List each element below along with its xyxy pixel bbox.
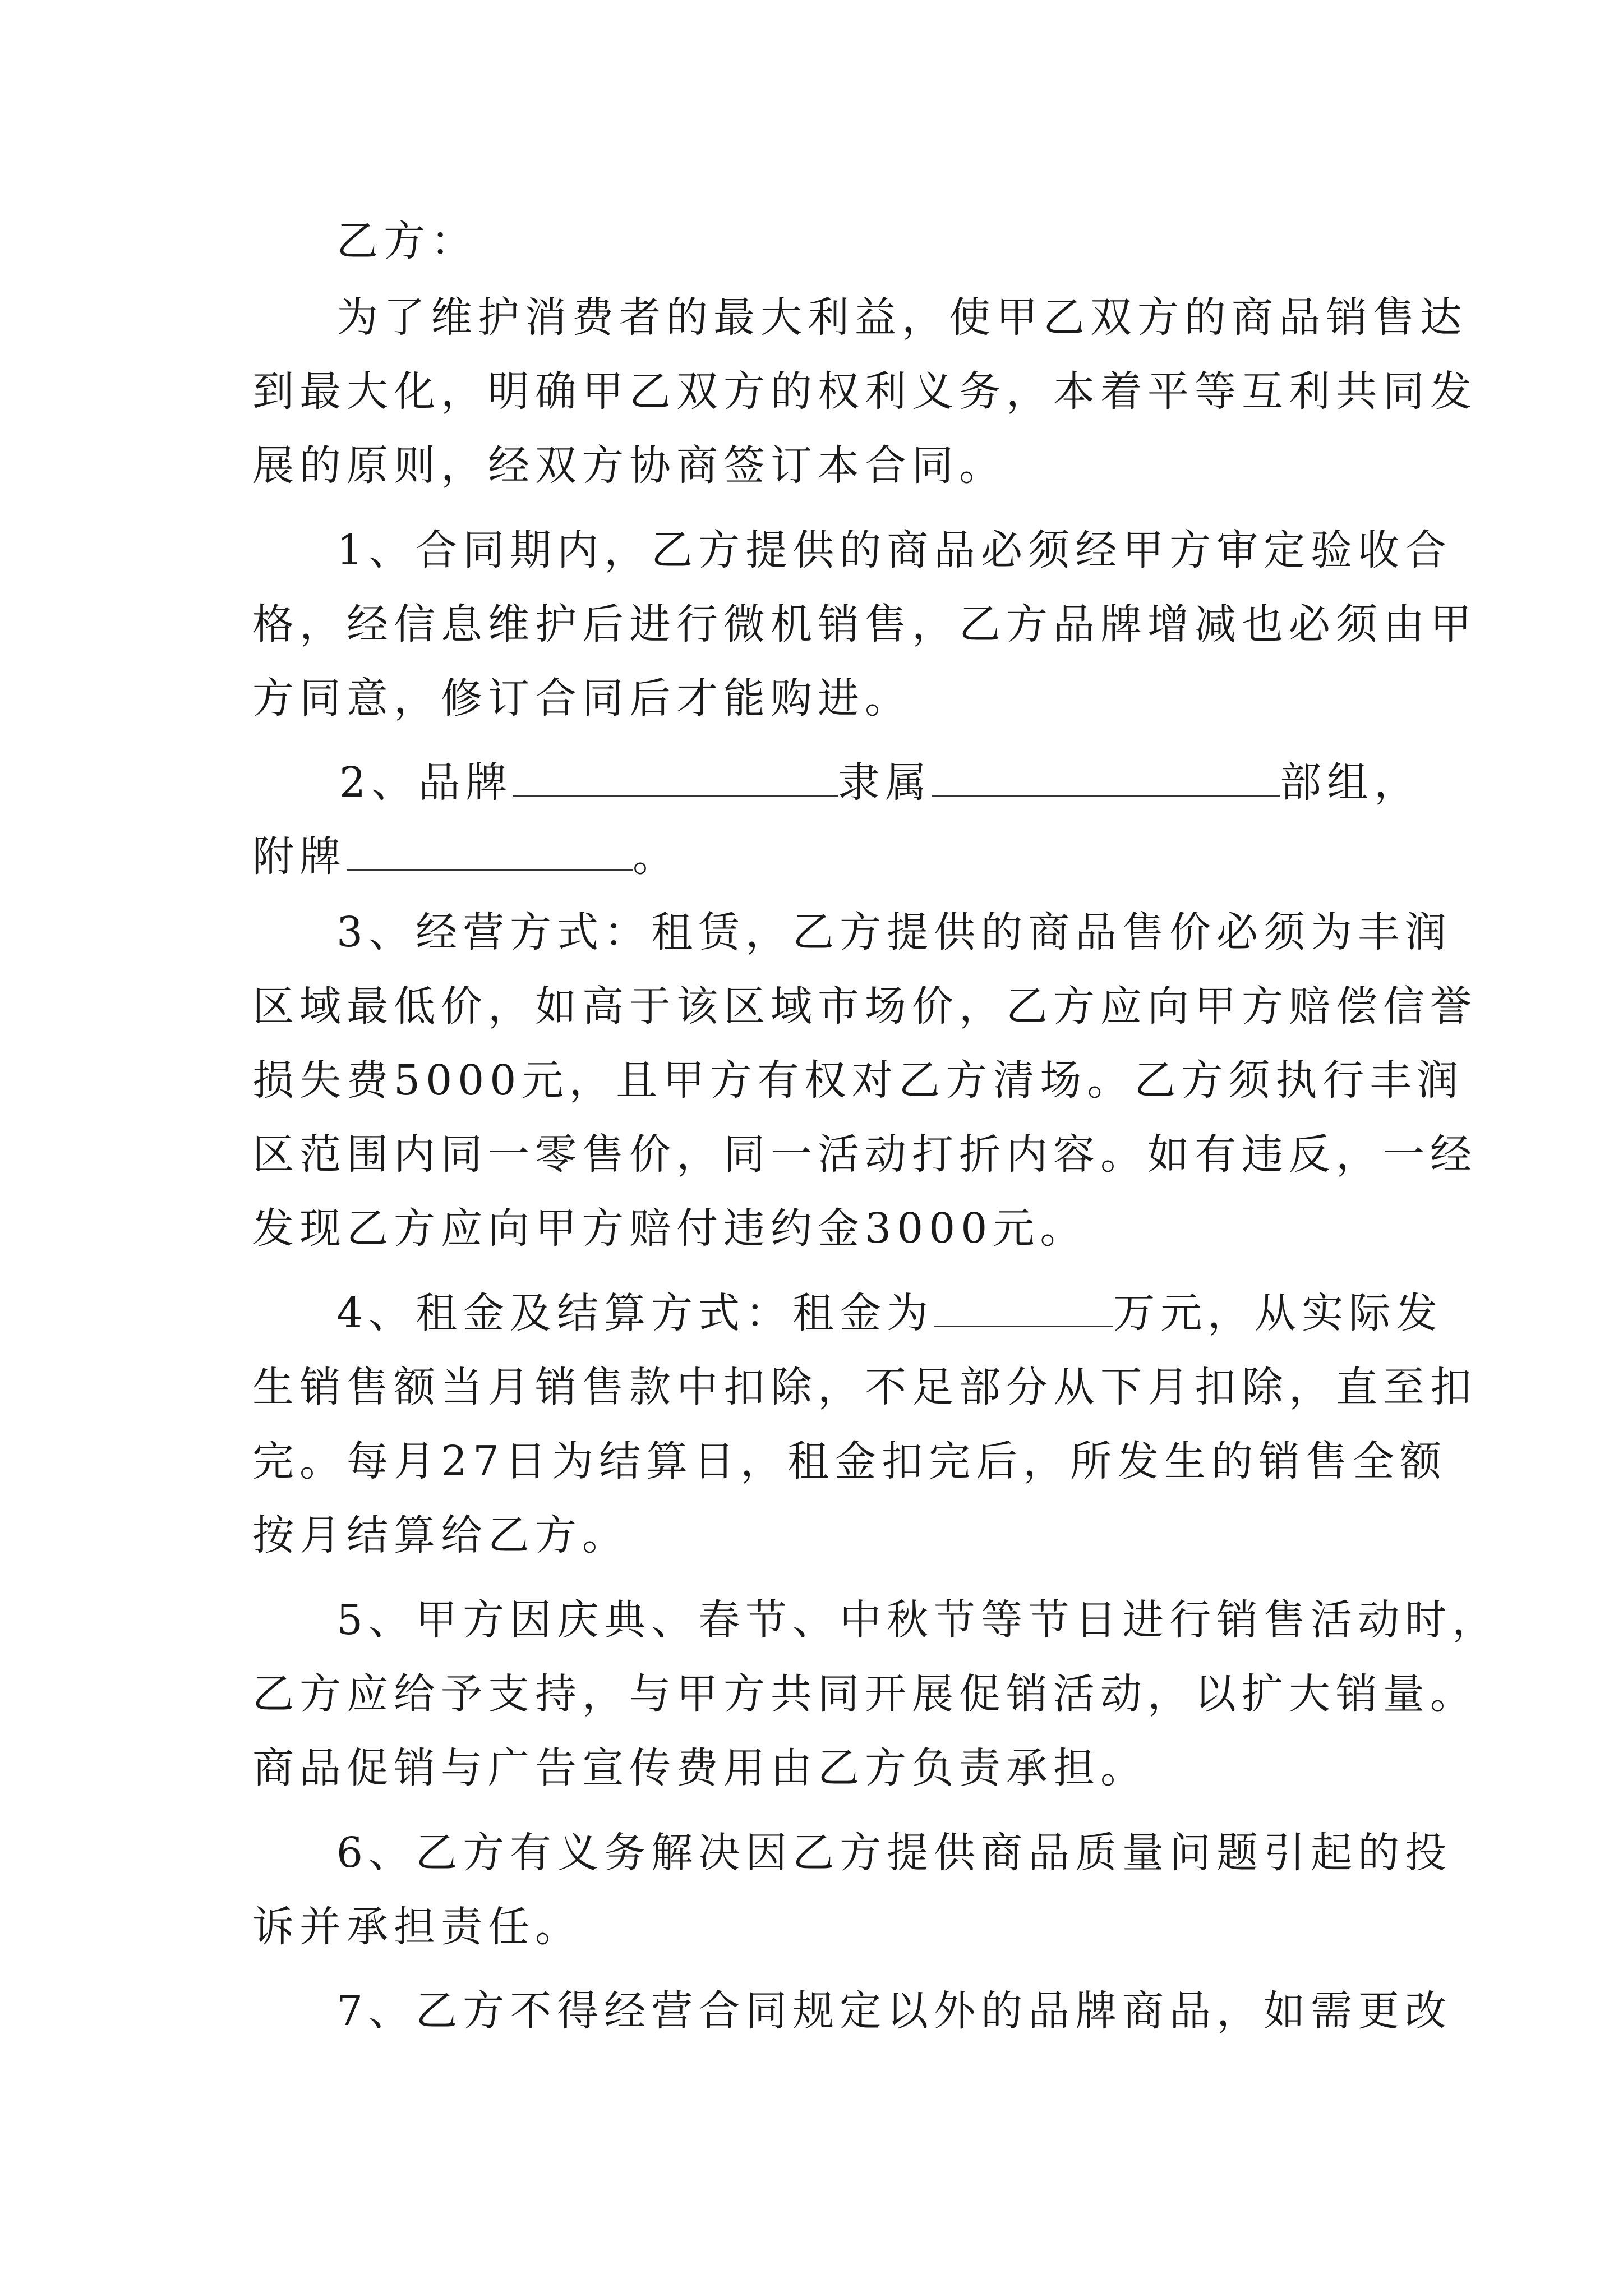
clause-1-line-3: 方同意，修订合同后才能购进。 (252, 674, 912, 723)
clause-2-line-1 (339, 749, 1422, 816)
clause-3-line-5: 发现乙方应向甲方赔付违约金3000元。 (252, 1204, 1087, 1253)
clause-4-line-3: 完。每月27日为结算日，租金扣完后，所发生的销售全额 (252, 1437, 1447, 1485)
clause-3-line-2: 区域最低价，如高于该区域市场价，乙方应向甲方赔偿信誉 (252, 982, 1477, 1030)
clause-5-line-1: 5、甲方因庆典、春节、中秋节等节日进行销售活动时， (336, 1596, 1500, 1644)
clause-5-line-3: 商品促销与广告宣传费用由乙方负责承担。 (252, 1744, 1147, 1792)
clause-2-line2-suffix: 。 (633, 832, 680, 881)
rent-amount-blank-field (934, 1292, 1113, 1327)
department-blank-field (932, 762, 1280, 797)
sub-brand-blank-field (347, 836, 633, 871)
clause-4-prefix: 4、租金及结算方式：租金为 (336, 1289, 934, 1337)
clause-2-line2-prefix: 附牌 (252, 832, 347, 881)
clause-2-suffix: 部组， (1280, 758, 1422, 807)
clause-2-mid: 隶属 (838, 758, 933, 807)
clause-2-prefix: 2、品牌 (339, 758, 513, 807)
clause-3-line-4: 区范围内同一零售价，同一活动打折内容。如有违反，一经 (252, 1130, 1477, 1179)
party-b-label: 乙方： (336, 217, 478, 265)
clause-2-line-2 (252, 823, 1396, 890)
clause-6-line-1: 6、乙方有义务解决因乙方提供商品质量问题引起的投 (336, 1829, 1453, 1877)
preamble-line-1: 为了维护消费者的最大利益，使甲乙双方的商品销售达 (336, 293, 1467, 342)
clause-4-line-4: 按月结算给乙方。 (252, 1511, 629, 1559)
clause-3-line-3: 损失费5000元，且甲方有权对乙方清场。乙方须执行丰润 (252, 1056, 1464, 1105)
clause-4-suffix: 万元，从实际发 (1113, 1289, 1444, 1337)
clause-4-line-1 (336, 1280, 1444, 1347)
preamble-line-2: 到最大化，明确甲乙双方的权利义务，本着平等互利共同发 (252, 367, 1477, 416)
preamble-line-3: 展的原则，经双方协商签订本合同。 (252, 441, 1006, 490)
clause-3-line-1: 3、经营方式：租赁，乙方提供的商品售价必须为丰润 (336, 908, 1453, 956)
brand-blank-field (513, 762, 838, 797)
clause-5-line-2: 乙方应给予支持，与甲方共同开展促销活动，以扩大销量。 (252, 1670, 1477, 1718)
clause-6-line-2: 诉并承担责任。 (252, 1903, 582, 1951)
clause-1-line-2: 格，经信息维护后进行微机销售，乙方品牌增减也必须由甲 (252, 600, 1477, 648)
clause-4-line-2: 生销售额当月销售款中扣除，不足部分从下月扣除，直至扣 (252, 1363, 1477, 1411)
clause-7-line-1: 7、乙方不得经营合同规定以外的品牌商品，如需更改 (336, 1987, 1453, 2035)
clause-1-line-1: 1、合同期内，乙方提供的商品必须经甲方审定验收合 (336, 526, 1453, 574)
